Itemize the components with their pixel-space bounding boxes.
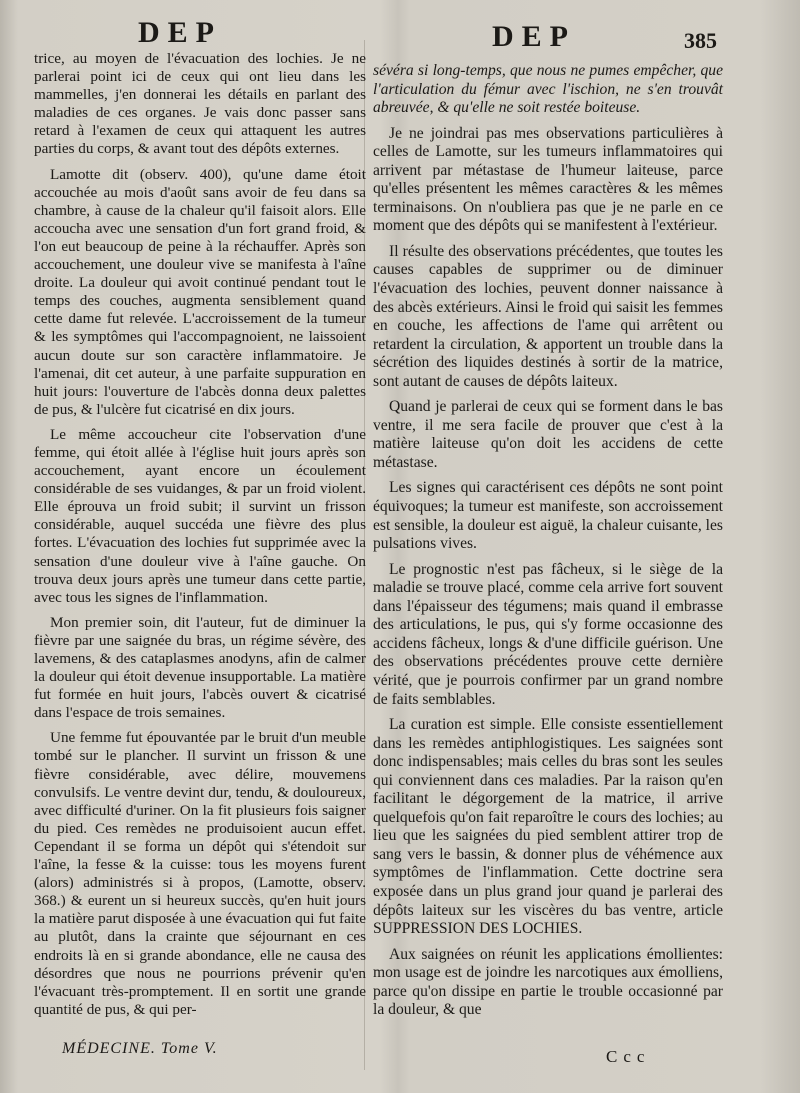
paragraph: Une femme fut épouvantée par le bruit d'un meuble tombé sur le plancher. Il survint un frisson & une fièvre considérable, avec délire, mouvemens convulsifs. Le ventre devint dur, tendu, & douloureux, avec difficulté d'uriner. On la fit plusieurs fois saigner du pied. Ces remèdes ne produisoient aucun effet. Cependant il se forma un dépôt qui s'étendoit sur l'aîne, la fesse & la cuisse: tous les moyens furent (alors) administrés si à propos, (Lamotte, observ. 368.) & eurent un si heureux succès, qu'en huit jours la matière parut disposée à une évacuation qui fut faite au plutôt, dans la crainte que séjournant en ces endroits là en si grande abondance, elle ne causa des désordres que nous ne pourrions prévenir qu'en l'évacuant très-promptement. Il en sortit une grande quantité de pus, & qui per- <box>34 729 366 1018</box>
paragraph: Les signes qui caractérisent ces dépôts ne sont point équivoques; la tumeur est manifeste, son accroissement est sensible, la douleur est aiguë, la chaleur cuisante, les pulsations vives. <box>373 479 723 553</box>
left-column <box>34 50 366 1026</box>
paragraph: Le même accoucheur cite l'observation d'une femme, qui étoit allée à l'église huit jours après son accouchement, ayant encore un écoulement considérable de ses vuidanges, & par un froid violent. Elle éprouva un froid subit; il survint un frisson considérable, auquel succéda une fièvre des plus fortes. L'évacuation des lochies fut supprimée avec la sensation d'une douleur vive à l'aîne gauche. On trouva deux jours après une tumeur dans cette partie, avec tous les signes de l'inflammation. <box>34 425 366 606</box>
paragraph: La curation est simple. Elle consiste essentiellement dans les remèdes antiphlogistiques. Les saignées sont donc indispensables; mais celles du bras sont les seules qui conviennent dans ces maladies. Par la raison qu'en facilitant le dégorgement de la matrice, il arrive quelquefois qu'on fait reparoître le cours des lochies; au lieu que les saignées du pied semblent attirer trop de sang vers le bassin, & donner plus de véhémence aux symptômes de l'inflammation. Cette doctrine sera exposée dans un plus grand jour quand je parlerai des dépôts laiteux sur les viscères du bas ventre, article SUPPRESSION DES LOCHIES. <box>373 716 723 938</box>
page-number: 385 <box>684 28 717 53</box>
paragraph: Le prognostic n'est pas fâcheux, si le siège de la maladie se trouve placé, comme cela arrive fort souvent dans l'épaisseur des tégumens; mais quand il embrasse des articulations, le pus, qui s'y forme occasionne des accidens fâcheux, longs & d'une difficile guérison. Une des observations précédentes prouve cette dernière vérité, que je pourrois confirmer par un grand nombre de faits semblables. <box>373 560 723 708</box>
paragraph: Lamotte dit (observ. 400), qu'une dame étoit accouchée au mois d'août sans avoir de feu dans sa chambre, à cause de la chaleur qu'il faisoit alors. Elle accoucha avec une sensation d'un fort grand froid, & l'on eut beaucoup de peine à la réchauffer. Après son accouchement, une douleur vive se manifesta à l'aîne droite. La douleur qui avoit continué pendant tout le temps des couches, augmenta sensiblement quand cette dame fut relevée. L'accroissement de la tumeur & les symptômes qui l'accompagnoient, ne laissoient aucun doute sur son caractère inflammatoire. Je l'amenai, dit cet auteur, à une parfaite suppuration en huit jours: l'ouverture de l'abcès donna deux palettes de pus, & l'ulcère fut cicatrisé en dix jours. <box>34 165 366 418</box>
signature-mark: Ccc <box>606 1047 651 1066</box>
right-column <box>373 62 723 1027</box>
paragraph: Aux saignées on réunit les applications émollientes: mon usage est de joindre les narcotiques aux émolliens, parce qu'on dissipe en partie le trouble occasionné par la douleur, & que <box>373 945 723 1019</box>
paragraph: Mon premier soin, dit l'auteur, fut de diminuer la fièvre par une saignée du bras, un régime sévère, des lavemens, & des cataplasmes anodyns, afin de calmer la douleur qui étoit devenue insupportable. La matière fut formée en huit jours, l'abcès ouvert & cicatrisé dans l'espace de trois semaines. <box>34 613 366 722</box>
paragraph: sévéra si long-temps, que nous ne pumes empêcher, que l'articulation du fémur avec l'ischion, ne s'en trouvât abreuvée, & qu'elle ne soit restée boiteuse. <box>373 62 723 117</box>
paragraph: Je ne joindrai pas mes observations particulières à celles de Lamotte, sur les tumeurs inflammatoires qui arrivent par métastase de l'humeur laiteuse, parce qu'elles présentent les mêmes caractères & les mêmes terminaisons. On n'oubliera pas que je ne parle en ce moment que des dépôts qui se manifestent à l'extérieur. <box>373 124 723 235</box>
running-head-right: DEP <box>492 20 576 53</box>
paragraph: Il résulte des observations précédentes, que toutes les causes capables de supprimer ou de diminuer l'évacuation des lochies, peuvent donner naissance à des abcès extérieurs. Ainsi le froid qui saisit les femmes en couche, les affections de l'ame qui arrêtent ou retardent la circulation, & apportent un trouble dans la sécrétion des liquides destinés à sortir de la matrice, sont autant de causes de dépôts laiteux. <box>373 242 723 390</box>
volume-footer: MÉDECINE. Tome V. <box>62 1040 218 1057</box>
paragraph: trice, au moyen de l'évacuation des lochies. Je ne parlerai point ici de ceux qui ont lieu dans les mammelles, j'en donnerai les détails en parlant des maladies de ces organes. Je vais donc passer sans retard à l'examen de ceux qui attaquent les autres parties du corps, & avant tout des dépôts externes. <box>34 50 366 158</box>
paragraph: Quand je parlerai de ceux qui se forment dans le bas ventre, il me sera facile de prouver que c'est à la matière laiteuse qu'on doit les accidens de cette métastase. <box>373 398 723 471</box>
running-head-left: DEP <box>138 16 222 49</box>
